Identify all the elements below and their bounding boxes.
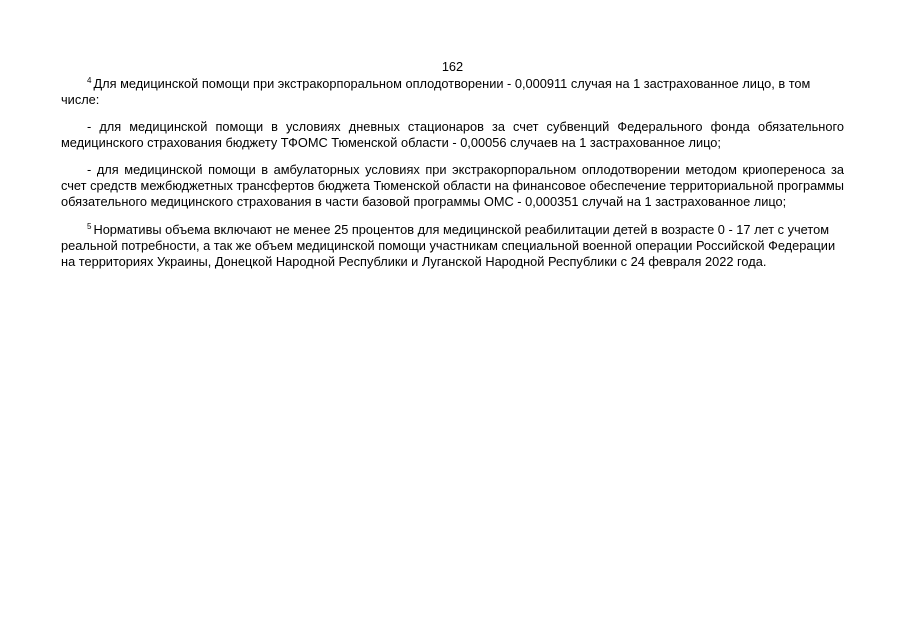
page-number: 162 bbox=[441, 59, 464, 74]
footnote-4 bbox=[61, 76, 844, 108]
footnote-4-item-outpatient-text: - для медицинской помощи в амбулаторных условиях при экстракорпоральном оплодотворении методом криопереноса за счет средств межбюджетных трансфертов бюджета Тюменской области на финансовое обеспечение территориальной программы обязательного медицинского страхования в части базовой программы ОМС - 0,000351 случай на 1 застрахованное лицо; bbox=[61, 162, 844, 209]
footnote-mark-5: 5 bbox=[87, 222, 92, 231]
footnote-4-item-outpatient bbox=[61, 162, 844, 210]
footnote-5-text: Нормативы объема включают не менее 25 процентов для медицинской реабилитации детей в возрасте 0 - 17 лет с учетом реальной потребности, а так же объем медицинской помощи участникам специальной военной операции Российской Федерации на территориях Украины, Донецкой Народной Республики и Луганской Народной Республики с 24 февраля 2022 года. bbox=[61, 222, 836, 269]
footnote-5 bbox=[61, 222, 844, 270]
footnote-4-item-day-hospital bbox=[61, 119, 844, 151]
footnote-mark-4: 4 bbox=[87, 76, 92, 85]
footnote-4-item-day-hospital-text: - для медицинской помощи в условиях дневных стационаров за счет субвенций Федерального фонда обязательного медицинского страхования бюджету ТФОМС Тюменской области - 0,00056 случаев на 1 застрахованное лицо; bbox=[61, 119, 844, 150]
footnote-4-text: Для медицинской помощи при экстракорпоральном оплодотворении - 0,000911 случая на 1 застрахованное лицо, в том числе: bbox=[61, 76, 811, 107]
document-page bbox=[61, 59, 844, 270]
